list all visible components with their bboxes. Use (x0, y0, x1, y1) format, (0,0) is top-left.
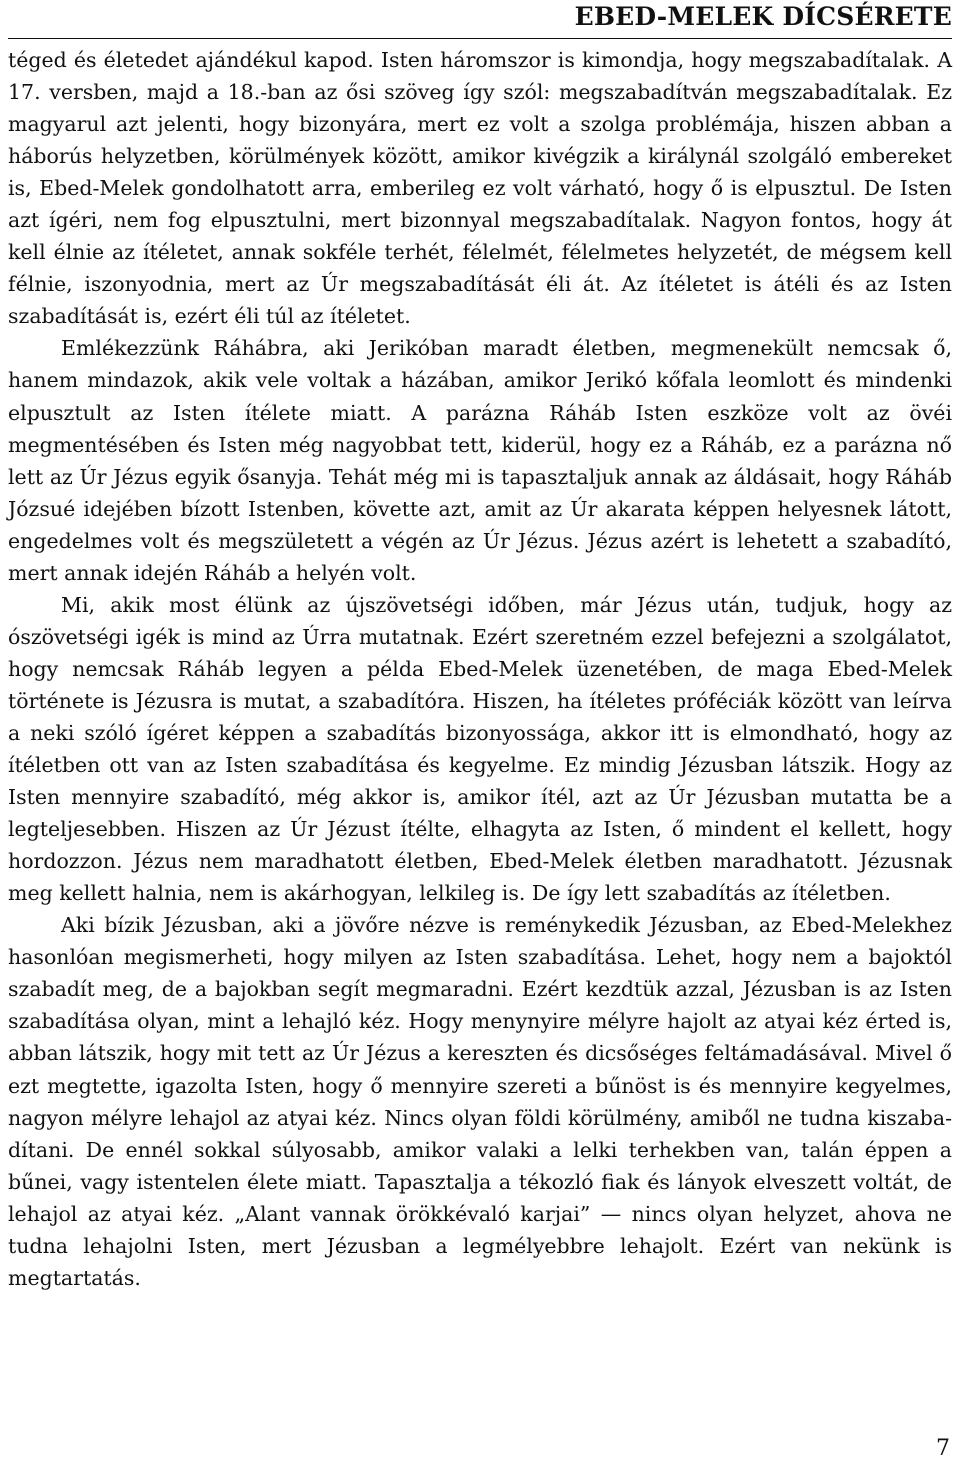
page-number: 7 (936, 1436, 950, 1461)
page-body (8, 44, 952, 1294)
paragraph-2: Emlékezzünk Ráhábra, aki Jerikóban maradt életben, megmenekült nemcsak ő, hanem mindazok, akik vele voltak a házában, amikor Jerikó kőfala leomlott és mindenki elpusztult az Isten ítélete miatt. A parázna Ráháb Isten eszköze volt az övéi megmentésében és Isten még nagyobbat tett, kiderül, hogy ez a Ráháb, ez a parázna nő lett az Úr Jézus egyik ősanyja. Tehát még mi is tapasztaljuk annak az áldásait, hogy Ráháb Józsué idejében bízott Istenben, követte azt, amit az Úr akarata képpen helyesnek látott, engedelmes volt és megszületett a végén az Úr Jézus. Jézus azért is lehetett a szabadító, mert annak idején Ráháb a helyén volt. (8, 336, 952, 585)
running-header: EBED-MELEK DÍCSÉRETE (574, 2, 952, 31)
paragraph-1: téged és életedet ajándékul kapod. Isten háromszor is kimondja, hogy megszabadítalak. A 17. versben, majd a 18.-ban az ősi szöveg így szól: megszabadítván megszabadítalak. Ez magyarul azt jelenti, hogy bizonyára, mert ez volt a szolga problémája, hiszen abban a háborús helyzetben, körülmények között, amikor kivégzik a királynál szolgáló embereket is, Ebed-Melek gondolhatott arra, emberileg ez volt várható, hogy ő is elpusztul. De Isten azt ígéri, nem fog elpusztulni, mert bizonnyal megszabadítalak. Nagyon fontos, hogy át kell élnie az ítéletet, annak sokféle terhét, félelmét, félelmetes helyzetét, de mégsem kell félnie, iszonyodnia, mert az Úr megszabadítását éli át. Az ítéletet is átéli és az Isten szabadítását is, ezért éli túl az ítéletet. (8, 48, 952, 329)
header-rule (8, 38, 952, 39)
paragraph-3: Mi, akik most élünk az újszövetségi időben, már Jézus után, tudjuk, hogy az ószövetségi igék is mind az Úrra mutatnak. Ezért szeretném ezzel befejezni a szolgálatot, hogy nemcsak Ráháb legyen a példa Ebed-Melek üzenetében, de maga Ebed-Melek története is Jézusra is mutat, a szabadítóra. Hiszen, ha ítéletes próféciák között van leírva a neki szóló ígéret képpen a szabadítás bizonyossága, akkor itt is elmondható, hogy az ítéletben ott van az Isten szabadítása és kegyelme. Ez mindig Jézusban látszik. Hogy az Isten mennyire szabadító, még akkor is, amikor ítél, azt az Úr Jézusban mutatta be a legteljesebben. Hiszen az Úr Jézust ítélte, elhagyta az Isten, ő mindent el kellett, hogy hordozzon. Jézus nem maradhatott életben, Ebed-Melek életben maradhatott. Jézusnak meg kellett halnia, nem is akárhogyan, lelkileg is. De így lett szabadítás az ítéletben. (8, 592, 952, 906)
paragraph-4: Aki bízik Jézusban, aki a jövőre nézve is reménykedik Jézusban, az Ebed-Melekhez hasonlóan megismerheti, hogy milyen az Isten szabadítása. Lehet, hogy nem a bajoktól szabadít meg, de a bajokban segít megmaradni. Ezért kezdtük azzal, Jézusban is az Isten szabadítása olyan, mint a lehajló kéz. Hogy menynyire mélyre hajolt az atyai kéz érted is, abban látszik, hogy mit tett az Úr Jézus a kereszten és dicsőséges feltámadásával. Mivel ő ezt megtette, igazolta Isten, hogy ő mennyire szereti a bűnöst is és mennyire kegyelmes, nagyon mélyre lehajol az atyai kéz. Nincs olyan földi körülmény, amiből ne tudna kiszabadítani. De ennél sokkal súlyosabb, amikor valaki a lelki terhekben van, talán éppen a bűnei, vagy istentelen élete miatt. Tapasztalja a tékozló fiak és lányok elveszett voltát, de lehajol az atyai kéz. „Alant vannak örökkévaló karjai” — nincs olyan helyzet, ahova ne tudna lehajolni Isten, mert Jézusban a legmélyebbre lehajolt. Ezért van nekünk is megtartatás. (8, 913, 952, 1290)
